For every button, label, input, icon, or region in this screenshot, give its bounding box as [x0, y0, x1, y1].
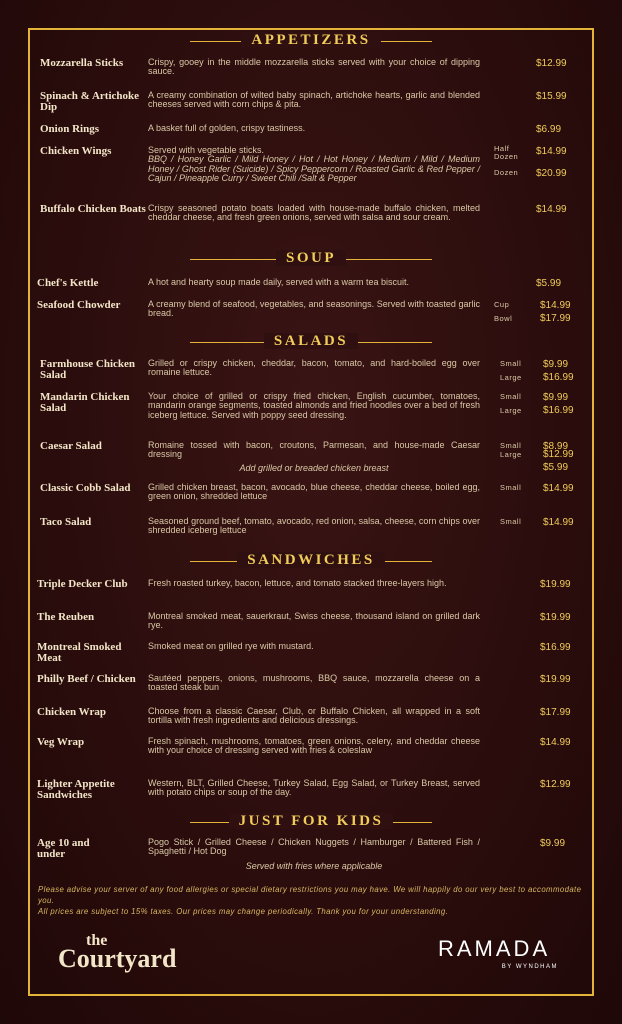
item-price: $9.99	[543, 392, 569, 403]
item-price: $8.99	[543, 441, 569, 452]
item-name: Classic Cobb Salad	[40, 482, 131, 494]
item-size: Dozen	[494, 168, 519, 177]
item-price: $14.99	[540, 300, 571, 311]
allergy-notice: Please advise your server of any food allergies or special dietary restrictions you may have. We will happily do our very best to accommodate you.	[38, 885, 582, 905]
item-price: $9.99	[540, 838, 566, 849]
item-price: $16.99	[540, 642, 571, 653]
logo-text: the	[86, 932, 108, 949]
wing-flavors: BBQ / Honey Garlic / Mild Honey / Hot / Hot Honey / Medium / Mild / Medium Honey / Ghost Rider (Suicide) / Spicy Peppercorn / Roasted Garlic & Red Pepper / Cajun / Pineapple Curry / Sweet Chili /Salt & Pepper	[148, 154, 480, 184]
item-price: $14.99	[543, 517, 574, 528]
section-title-soup: SOUP	[0, 250, 622, 267]
item-price: $17.99	[540, 313, 571, 324]
item-description	[148, 146, 480, 184]
item-name: Spinach & Artichoke Dip	[40, 90, 140, 113]
item-description: Choose from a classic Caesar, Club, or Buffalo Chicken, all wrapped in a soft tortilla with fresh ingredients and delicious dressings.	[148, 706, 480, 726]
item-description: Sautéed peppers, onions, mushrooms, BBQ sauce, mozzarella cheese on a toasted steak bun	[148, 673, 480, 693]
item-price: $20.99	[536, 168, 567, 179]
item-description: Fresh roasted turkey, bacon, lettuce, and tomato stacked three-layers high.	[148, 578, 447, 588]
item-price: $19.99	[540, 579, 571, 590]
item-size: Bowl	[494, 314, 513, 323]
tax-notice: All prices are subject to 15% taxes. Our prices may change periodically. Thank you for your understanding.	[38, 907, 449, 916]
item-price: $12.99	[543, 449, 574, 460]
item-description: Pogo Stick / Grilled Cheese / Chicken Nuggets / Hamburger / Battered Fish / Spaghetti / Hot Dog	[148, 837, 480, 857]
item-price: $14.99	[543, 483, 574, 494]
item-price: $19.99	[540, 612, 571, 623]
item-price: $15.99	[536, 91, 567, 102]
item-name: Buffalo Chicken Boats	[40, 203, 146, 215]
item-description: A creamy combination of wilted baby spinach, artichoke hearts, garlic and blended cheeses served with corn chips & pita.	[148, 90, 480, 110]
item-description: A hot and hearty soup made daily, served with a warm tea biscuit.	[148, 277, 409, 287]
item-name: Caesar Salad	[40, 440, 102, 452]
logo-text: Courtyard	[58, 944, 177, 973]
item-description: Your choice of grilled or crispy fried chicken, English cucumber, tomatoes, mandarin orange segments, toasted almonds and fried noodles over a bed of fresh iceberg lettuce. Served with poppy seed dressing.	[148, 391, 480, 420]
item-description-line: Served with vegetable sticks.	[148, 145, 265, 155]
item-price: $6.99	[536, 124, 562, 135]
section-title-appetizers: APPETIZERS	[0, 32, 622, 49]
item-description: Crispy, gooey in the middle mozzarella sticks served with your choice of dipping sauce.	[148, 57, 480, 77]
item-description: Grilled chicken breast, bacon, avocado, blue cheese, cheddar cheese, boiled egg, green onion, shredded lettuce	[148, 482, 480, 502]
item-name: Veg Wrap	[37, 736, 85, 748]
item-size: Small	[500, 483, 522, 492]
item-price: $17.99	[540, 707, 571, 718]
item-price: $12.99	[540, 779, 571, 790]
logo-subtext: BY WYNDHAM	[501, 964, 558, 970]
item-name: Chicken Wrap	[37, 706, 106, 718]
item-name: Triple Decker Club	[37, 578, 128, 590]
item-name: Farmhouse Chicken Salad	[40, 358, 136, 381]
kids-note: Served with fries where applicable	[245, 861, 383, 871]
item-description: Smoked meat on grilled rye with mustard.	[148, 641, 314, 651]
item-size: Large	[500, 406, 522, 415]
item-description: Fresh spinach, mushrooms, tomatoes, green onions, celery, and cheddar cheese with your choice of dressing served with fries & coleslaw	[148, 736, 480, 756]
item-name: Philly Beef / Chicken	[37, 673, 136, 685]
item-description: Crispy seasoned potato boats loaded with house-made buffalo chicken, melted cheddar cheese, and fresh green onions, served with salsa and sour cream.	[148, 203, 480, 223]
item-price: $14.99	[536, 146, 567, 157]
item-name: Seafood Chowder	[37, 299, 121, 311]
logo-text: RAMADA	[438, 936, 551, 961]
item-name: Mozzarella Sticks	[40, 57, 124, 69]
item-size: Large	[500, 373, 522, 382]
item-name: Montreal Smoked Meat	[37, 641, 122, 664]
item-name: Chef's Kettle	[37, 277, 99, 289]
item-size: Small	[500, 359, 522, 368]
section-title-salads: SALADS	[0, 333, 622, 350]
item-name: Mandarin Chicken Salad	[40, 391, 130, 414]
item-description: Montreal smoked meat, sauerkraut, Swiss cheese, thousand island on grilled dark rye.	[148, 611, 480, 631]
section-title-kids: JUST FOR KIDS	[0, 813, 622, 830]
addon-note: Add grilled or breaded chicken breast	[239, 463, 389, 473]
item-name: Lighter Appetite Sandwiches	[37, 778, 115, 801]
item-price: $9.99	[543, 359, 569, 370]
item-description: A creamy blend of seafood, vegetables, and seasonings. Served with toasted garlic bread.	[148, 299, 480, 319]
item-price: $14.99	[536, 204, 567, 215]
item-description: Romaine tossed with bacon, croutons, Parmesan, and house-made Caesar dressing	[148, 440, 480, 460]
item-description: Grilled or crispy chicken, cheddar, bacon, tomato, and hard-boiled egg over romaine lettuce.	[148, 358, 480, 378]
item-description: Seasoned ground beef, tomato, avocado, red onion, salsa, cheese, corn chips over shredded iceberg lettuce	[148, 516, 480, 536]
item-description: Western, BLT, Grilled Cheese, Turkey Salad, Egg Salad, or Turkey Breast, served with potato chips or soup of the day.	[148, 778, 480, 798]
item-name: Chicken Wings	[40, 145, 112, 157]
item-name: Age 10 and under	[37, 837, 90, 860]
item-price: $5.99	[536, 278, 562, 289]
item-name: Taco Salad	[40, 516, 92, 528]
item-size: Small	[500, 392, 522, 401]
item-size: Large	[500, 450, 522, 459]
addon-price: $5.99	[543, 462, 569, 473]
item-description: A basket full of golden, crispy tastiness.	[148, 123, 306, 133]
item-size: Cup	[494, 300, 510, 309]
item-price: $19.99	[540, 674, 571, 685]
item-size: Small	[500, 517, 522, 526]
item-name: The Reuben	[37, 611, 95, 623]
item-size: Small	[500, 441, 522, 450]
ramada-logo	[438, 936, 558, 970]
item-price: $16.99	[543, 405, 574, 416]
section-title-sandwiches: SANDWICHES	[0, 552, 622, 569]
item-price: $12.99	[536, 58, 567, 69]
item-size: Half Dozen	[494, 144, 519, 161]
item-name: Onion Rings	[40, 123, 99, 135]
item-price: $14.99	[540, 737, 571, 748]
item-price: $16.99	[543, 372, 574, 383]
